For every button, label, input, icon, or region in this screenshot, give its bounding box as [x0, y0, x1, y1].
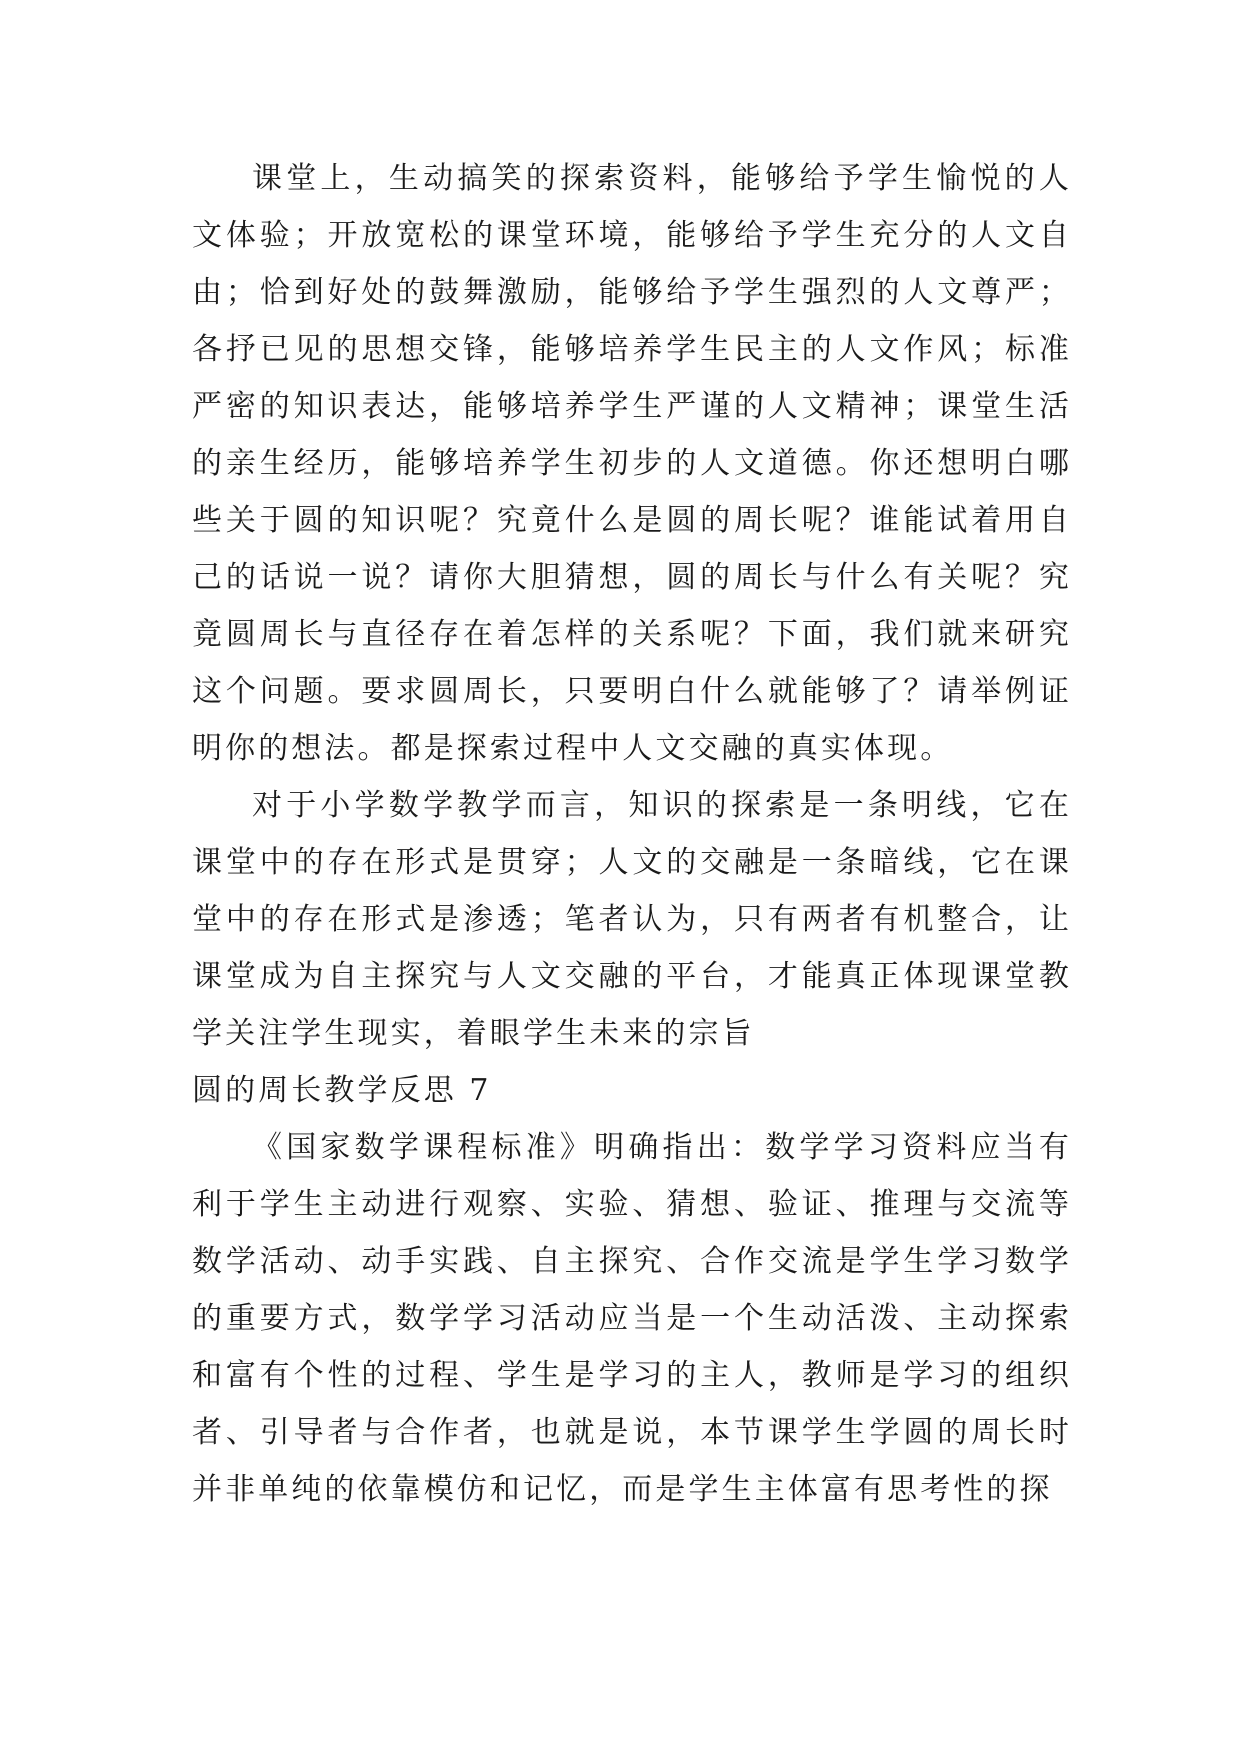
paragraph-teaching-threads: 对于小学数学教学而言，知识的探索是一条明线，它在课堂中的存在形式是贯穿；人文的交融是一条暗线，它在课堂中的存在形式是渗透；笔者认为，只有两者有机整合，让课堂成为自主探究与人文交融的平台，才能真正体现课堂教学关注学生现实，着眼学生未来的宗旨	[192, 788, 1072, 1051]
paragraph-curriculum-standard: 《国家数学课程标准》明确指出：数学学习资料应当有利于学生主动进行观察、实验、猜想、验证、推理与交流等数学活动、动手实践、自主探究、合作交流是学生学习数学的重要方式，数学学习活动应当是一个生动活泼、主动探索和富有个性的过程、学生是学习的主人，教师是学习的组织者、引导者与合作者，也就是说，本节课学生学圆的周长时并非单纯的依靠模仿和记忆，而是学生主体富有思考性的探	[192, 1130, 1072, 1507]
paragraph-humanistic-experience: 课堂上，生动搞笑的探索资料，能够给予学生愉悦的人文体验；开放宽松的课堂环境，能够给予学生充分的人文自由；恰到好处的鼓舞激励，能够给予学生强烈的人文尊严；各抒已见的思想交锋，能够培养学生民主的人文作风；标准严密的知识表达，能够培养学生严谨的人文精神；课堂生活的亲生经历，能够培养学生初步的人文道德。你还想明白哪些关于圆的知识呢？究竟什么是圆的周长呢？谁能试着用自己的话说一说？请你大胆猜想，圆的周长与什么有关呢？究竟圆周长与直径存在着怎样的关系呢？下面，我们就来研究这个问题。要求圆周长，只要明白什么就能够了？请举例证明你的想法。都是探索过程中人文交融的真实体现。	[192, 161, 1072, 766]
section-heading: 圆的周长教学反思 7	[192, 1073, 492, 1108]
document-body	[192, 150, 1072, 1518]
